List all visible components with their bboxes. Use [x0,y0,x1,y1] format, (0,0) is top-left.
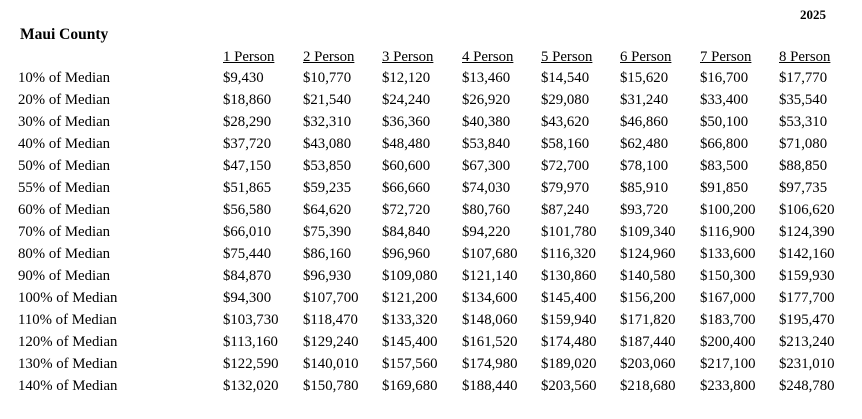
income-cell: $233,800 [700,378,756,394]
income-cell: $60,600 [382,158,431,174]
income-cell: $40,380 [462,114,511,130]
income-cell: $72,720 [382,202,431,218]
income-cell: $118,470 [303,312,358,328]
income-cell: $187,440 [620,334,676,350]
income-cell: $43,080 [303,136,352,152]
income-cell: $88,850 [779,158,828,174]
income-cell: $156,200 [620,290,676,306]
income-cell: $217,100 [700,356,756,372]
income-cell: $96,930 [303,268,352,284]
income-cell: $124,390 [779,224,835,240]
income-cell: $132,020 [223,378,279,394]
column-header-label: 7 Person [700,49,752,65]
income-cell: $33,400 [700,92,749,108]
table-row [18,243,849,265]
income-cell: $48,480 [382,136,431,152]
income-cell: $53,310 [779,114,828,130]
income-cell: $37,720 [223,136,272,152]
table-row [18,67,849,89]
income-cell: $100,200 [700,202,756,218]
income-cell: $75,440 [223,246,272,262]
income-cell: $80,760 [462,202,511,218]
table-row [18,133,849,155]
income-cell: $140,010 [303,356,359,372]
column-header-7-person [700,47,779,67]
income-cell: $15,620 [620,70,669,86]
income-cell: $145,400 [541,290,597,306]
row-label: 130% of Median [18,356,118,372]
income-cell: $107,700 [303,290,359,306]
income-cell: $31,240 [620,92,669,108]
income-cell: $17,770 [779,70,828,86]
income-cell: $248,780 [779,378,835,394]
income-cell: $174,980 [462,356,518,372]
income-cell: $96,960 [382,246,431,262]
income-cell: $87,240 [541,202,590,218]
row-label: 55% of Median [18,180,111,196]
income-cell: $64,620 [303,202,352,218]
income-cell: $159,940 [541,312,597,328]
income-cell: $84,870 [223,268,272,284]
income-cell: $203,560 [541,378,597,394]
row-label: 100% of Median [18,290,118,306]
income-cell: $150,780 [303,378,359,394]
income-cell: $189,020 [541,356,597,372]
income-cell: $129,240 [303,334,359,350]
income-cell: $35,540 [779,92,828,108]
income-cell: $67,300 [462,158,511,174]
income-cell: $84,840 [382,224,431,240]
table-row [18,111,849,133]
income-cell: $29,080 [541,92,590,108]
income-cell: $133,320 [382,312,438,328]
income-cell: $122,590 [223,356,279,372]
income-cell: $195,470 [779,312,835,328]
income-cell: $83,500 [700,158,749,174]
table-row [18,265,849,287]
income-cell: $213,240 [779,334,835,350]
income-limits-table [18,47,849,397]
income-cell: $106,620 [779,202,835,218]
income-cell: $56,580 [223,202,272,218]
income-cell: $66,010 [223,224,272,240]
column-header-2-person [303,47,382,67]
table-row [18,221,849,243]
income-cell: $58,160 [541,136,590,152]
table-row [18,375,849,397]
income-cell: $200,400 [700,334,756,350]
column-header-label: 4 Person [462,49,514,65]
column-header-label: 2 Person [303,49,355,65]
income-cell: $79,970 [541,180,590,196]
row-label: 50% of Median [18,158,111,174]
row-label: 20% of Median [18,92,111,108]
table-row [18,353,849,375]
header-row [18,47,849,67]
income-cell: $159,930 [779,268,835,284]
income-cell: $109,340 [620,224,676,240]
income-cell: $101,780 [541,224,597,240]
column-header-6-person [620,47,700,67]
income-cell: $66,800 [700,136,749,152]
column-header-8-person [779,47,849,67]
income-cell: $218,680 [620,378,676,394]
income-cell: $50,100 [700,114,749,130]
income-cell: $161,520 [462,334,518,350]
income-cell: $9,430 [223,70,264,86]
year-label: 2025 [800,7,826,22]
income-cell: $116,900 [700,224,755,240]
income-cell: $124,960 [620,246,676,262]
county-title: Maui County [20,26,109,43]
table-row [18,155,849,177]
income-cell: $85,910 [620,180,669,196]
table-row [18,287,849,309]
income-cell: $121,200 [382,290,438,306]
income-cell: $140,580 [620,268,676,284]
income-cell: $13,460 [462,70,511,86]
income-cell: $94,220 [462,224,511,240]
income-cell: $171,820 [620,312,676,328]
income-cell: $21,540 [303,92,352,108]
income-cell: $167,000 [700,290,756,306]
income-cell: $36,360 [382,114,431,130]
row-label: 110% of Median [18,312,117,328]
income-cell: $74,030 [462,180,511,196]
income-cell: $188,440 [462,378,518,394]
income-cell: $26,920 [462,92,511,108]
income-cell: $24,240 [382,92,431,108]
income-cell: $183,700 [700,312,756,328]
income-cell: $116,320 [541,246,596,262]
income-cell: $12,120 [382,70,431,86]
table-body [18,67,849,397]
income-cell: $97,735 [779,180,828,196]
row-label: 120% of Median [18,334,118,350]
income-cell: $103,730 [223,312,279,328]
table-row [18,177,849,199]
row-label: 140% of Median [18,378,118,394]
income-cell: $157,560 [382,356,438,372]
column-header-label: 5 Person [541,49,593,65]
income-cell: $91,850 [700,180,749,196]
column-header-1-person [223,47,303,67]
row-label: 90% of Median [18,268,111,284]
income-cell: $86,160 [303,246,352,262]
income-cell: $28,290 [223,114,272,130]
income-cell: $203,060 [620,356,676,372]
income-cell: $142,160 [779,246,835,262]
income-cell: $113,160 [223,334,278,350]
income-cell: $75,390 [303,224,352,240]
income-cell: $148,060 [462,312,518,328]
income-cell: $16,700 [700,70,749,86]
income-cell: $145,400 [382,334,438,350]
column-header-label: 6 Person [620,49,672,65]
row-label: 70% of Median [18,224,111,240]
income-cell: $107,680 [462,246,518,262]
income-cell: $72,700 [541,158,590,174]
row-label: 10% of Median [18,70,111,86]
income-cell: $134,600 [462,290,518,306]
income-cell: $59,235 [303,180,352,196]
income-cell: $150,300 [700,268,756,284]
column-header-4-person [462,47,541,67]
table-row [18,199,849,221]
column-header-5-person [541,47,620,67]
income-cell: $121,140 [462,268,518,284]
column-header-label: 1 Person [223,49,275,65]
income-cell: $47,150 [223,158,272,174]
income-cell: $14,540 [541,70,590,86]
income-cell: $169,680 [382,378,438,394]
table-row [18,89,849,111]
column-header-label: 8 Person [779,49,831,65]
column-header-3-person [382,47,462,67]
column-header-label: 3 Person [382,49,434,65]
table-row [18,331,849,353]
table-row [18,309,849,331]
income-cell: $133,600 [700,246,756,262]
income-cell: $94,300 [223,290,272,306]
income-cell: $46,860 [620,114,669,130]
income-cell: $53,850 [303,158,352,174]
income-cell: $177,700 [779,290,835,306]
header-label-spacer [18,47,223,67]
income-cell: $71,080 [779,136,828,152]
income-cell: $18,860 [223,92,272,108]
income-cell: $231,010 [779,356,835,372]
row-label: 40% of Median [18,136,111,152]
income-cell: $66,660 [382,180,431,196]
income-cell: $109,080 [382,268,438,284]
income-cell: $93,720 [620,202,669,218]
income-cell: $130,860 [541,268,597,284]
income-cell: $62,480 [620,136,669,152]
row-label: 60% of Median [18,202,111,218]
income-cell: $51,865 [223,180,272,196]
income-cell: $32,310 [303,114,352,130]
row-label: 80% of Median [18,246,111,262]
income-cell: $174,480 [541,334,597,350]
row-label: 30% of Median [18,114,111,130]
income-cell: $53,840 [462,136,511,152]
income-cell: $10,770 [303,70,352,86]
income-cell: $43,620 [541,114,590,130]
income-cell: $78,100 [620,158,669,174]
